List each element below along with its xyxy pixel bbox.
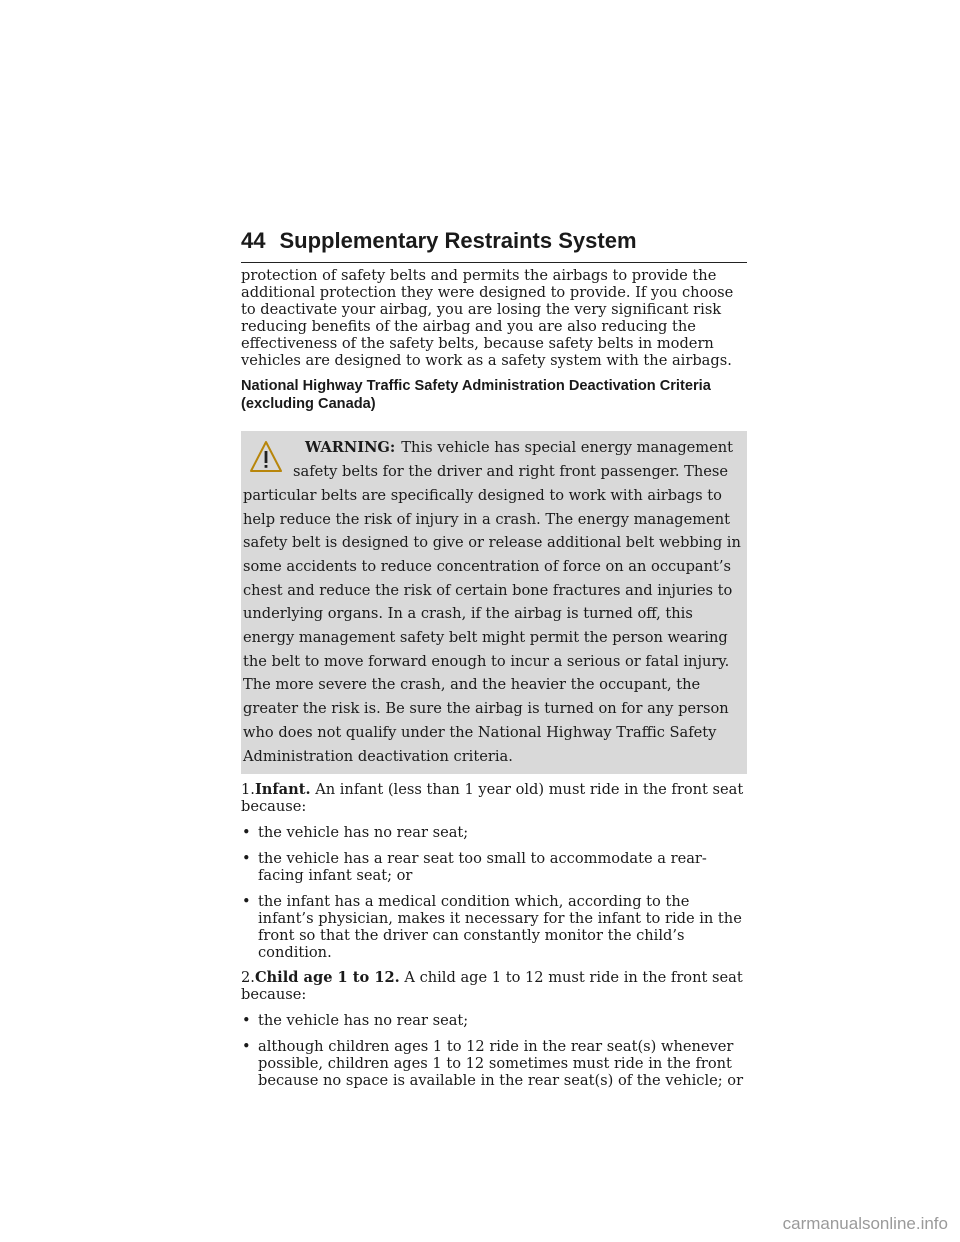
list-item (241, 1013, 747, 1030)
item-number: 1. (241, 781, 255, 799)
page-number: 44 (241, 228, 266, 253)
item-infant (241, 782, 747, 816)
list-item-text: the vehicle has a rear seat too small to accommodate a rear-facing infant seat; or (258, 850, 707, 884)
warning-box (241, 431, 747, 774)
criteria-heading: National Highway Traffic Safety Administration Deactivation Criteria (excluding Canada) (241, 378, 711, 412)
warning-triangle-icon (249, 440, 283, 474)
item-text: An infant (less than 1 year old) must ride in the front seat because: (241, 781, 744, 816)
list-item-text: the vehicle has no rear seat; (258, 1012, 469, 1030)
warning-text: This vehicle has special energy management safety belts for the driver and right front passenger. These particular belts are specifically designed to work with airbags to help reduce the risk of injury in a crash. The energy management safety belt is designed to give or release additional belt webbing in some accidents to reduce concentration of force on an occupant’s chest and reduce the risk of certain bone fractures and injuries to underlying organs. In a crash, if the airbag is turned off, this energy management safety belt might permit the person wearing the belt to move forward enough to incur a serious or fatal injury. The more severe the crash, and the heavier the occupant, the greater the risk is. Be sure the airbag is turned on for any person who does not qualify under the National Highway Traffic Safety Administration deactivation criteria. (243, 439, 741, 765)
section-title: Supplementary Restraints System (279, 228, 637, 253)
bullet-icon: • (242, 1038, 251, 1056)
bullet-icon: • (242, 824, 251, 842)
watermark: carmanualsonline.info (782, 1214, 948, 1233)
list-item (241, 1039, 747, 1090)
list-item (241, 825, 747, 842)
list-item (241, 851, 747, 885)
page-content (241, 268, 747, 1099)
intro-paragraph: protection of safety belts and permits the airbags to provide the additional protection they were designed to provide. If you choose to deactivate your airbag, you are losing the very significant risk reducing benefits of the airbag and you are also reducing the effectiveness of the safety belts, because safety belts in modern vehicles are designed to work as a safety system with the airbags. (241, 267, 734, 369)
item-title: Infant. (254, 781, 311, 799)
item-title: Child age 1 to 12. (254, 969, 400, 987)
page-header (241, 228, 747, 263)
item-text: A child age 1 to 12 must ride in the front seat because: (241, 969, 743, 1004)
infant-bullet-list (241, 825, 747, 961)
item-number: 2. (241, 969, 255, 987)
list-item-text: although children ages 1 to 12 ride in the rear seat(s) whenever possible, children ages 1 to 12 sometimes must ride in the front because no space is available in the rear seat(s) of the vehicle; or (258, 1038, 744, 1089)
list-item-text: the infant has a medical condition which, according to the infant’s physician, makes it necessary for the infant to ride in the front so that the driver can constantly monitor the child’s condition. (258, 892, 742, 961)
list-item-text: the vehicle has no rear seat; (258, 824, 469, 842)
bullet-icon: • (242, 892, 251, 910)
child-bullet-list (241, 1013, 747, 1090)
bullet-icon: • (242, 850, 251, 867)
warning-label: WARNING: (305, 439, 396, 457)
list-item (241, 894, 747, 962)
bullet-icon: • (242, 1012, 251, 1030)
item-child (241, 970, 747, 1004)
